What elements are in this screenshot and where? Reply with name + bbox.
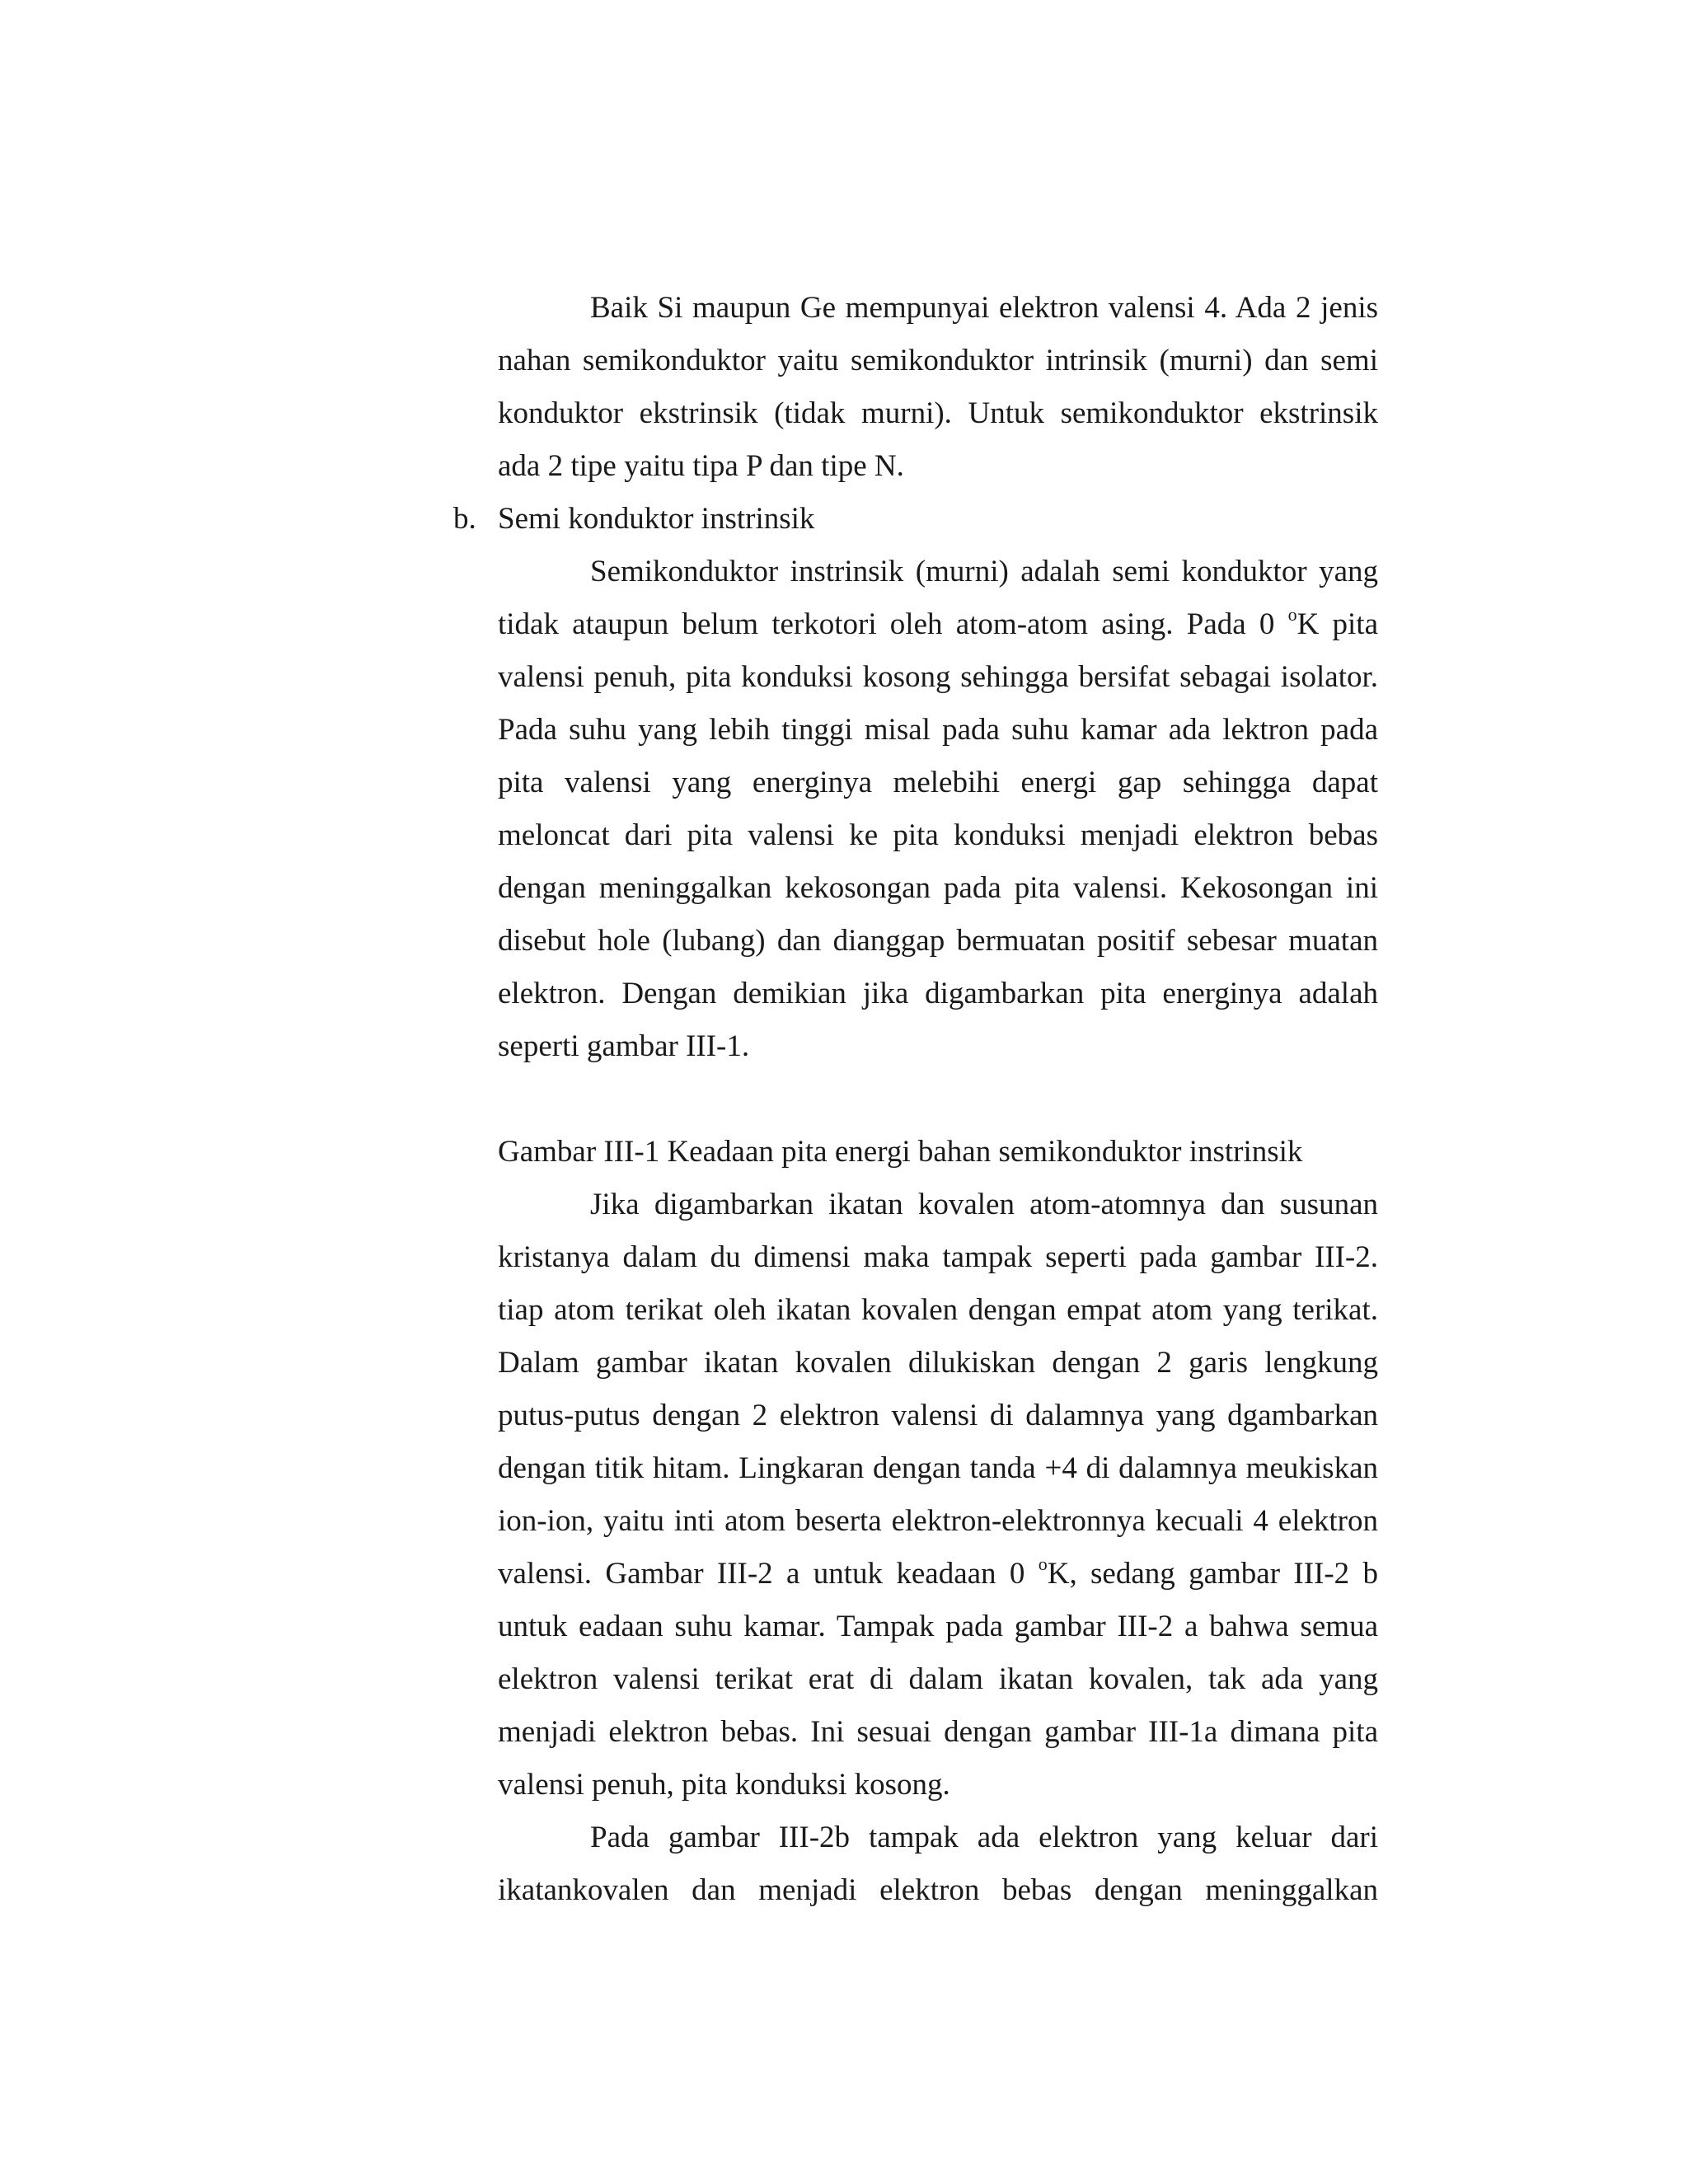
paragraph-line: ada 2 tipe yaitu tipa P dan tipe N. — [498, 449, 904, 483]
paragraph-line: elektron. Dengan demikian jika digambarkan pita energinya adalah — [498, 977, 1378, 1010]
paragraph-line: Pada suhu yang lebih tinggi misal pada suhu kamar ada lektron pada — [498, 713, 1378, 747]
paragraph-line: menjadi elektron bebas. Ini sesuai dengan gambar III-1a dimana pita — [498, 1715, 1378, 1749]
paragraph-line: kristanya dalam du dimensi maka tampak seperti pada gambar III-2. — [498, 1240, 1378, 1274]
paragraph-line: valensi penuh, pita konduksi kosong sehingga bersifat sebagai isolator. — [498, 660, 1378, 694]
paragraph-line: ikatankovalen dan menjadi elektron bebas dengan meninggalkan — [498, 1873, 1378, 1907]
paragraph-line: Jika digambarkan ikatan kovalen atom-atomnya dan susunan — [590, 1188, 1378, 1221]
degree-superscript: o — [1038, 1554, 1048, 1574]
paragraph-line: konduktor ekstrinsik (tidak murni). Untuk semikonduktor ekstrinsik — [498, 396, 1378, 430]
paragraph-line: dengan meninggalkan kekosongan pada pita valensi. Kekosongan ini — [498, 871, 1378, 905]
paragraph-line: elektron valensi terikat erat di dalam ikatan kovalen, tak ada yang — [498, 1662, 1378, 1696]
paragraph-line: nahan semikonduktor yaitu semikonduktor intrinsik (murni) dan semi — [498, 344, 1378, 377]
paragraph-line: dengan titik hitam. Lingkaran dengan tanda +4 di dalamnya meukiskan — [498, 1451, 1378, 1485]
section-marker: b. — [453, 502, 476, 536]
paragraph-line: meloncat dari pita valensi ke pita konduksi menjadi elektron bebas — [498, 818, 1378, 852]
degree-superscript: o — [1287, 604, 1297, 625]
paragraph-line: Baik Si maupun Ge mempunyai elektron valensi 4. Ada 2 jenis — [590, 291, 1378, 325]
paragraph-line: seperti gambar III-1. — [498, 1029, 750, 1063]
figure-caption: Gambar III-1 Keadaan pita energi bahan semikonduktor instrinsik — [498, 1135, 1303, 1169]
text-segment: K, sedang gambar III-2 b — [1047, 1557, 1378, 1591]
paragraph-line: tiap atom terikat oleh ikatan kovalen dengan empat atom yang terikat. — [498, 1293, 1378, 1327]
paragraph-line — [498, 1556, 1378, 1592]
paragraph-line: Pada gambar III-2b tampak ada elektron yang keluar dari — [590, 1821, 1378, 1854]
text-segment: tidak ataupun belum terkotori oleh atom-atom asing. Pada 0 — [498, 607, 1288, 641]
paragraph-line: Semikonduktor instrinsik (murni) adalah semi konduktor yang — [590, 555, 1378, 588]
paragraph-line: disebut hole (lubang) dan dianggap bermuatan positif sebesar muatan — [498, 924, 1378, 958]
paragraph-line: pita valensi yang energinya melebihi energi gap sehingga dapat — [498, 766, 1378, 799]
paragraph-line: untuk eadaan suhu kamar. Tampak pada gambar III-2 a bahwa semua — [498, 1610, 1378, 1643]
text-segment: K pita — [1296, 607, 1378, 641]
paragraph-line: valensi penuh, pita konduksi kosong. — [498, 1768, 950, 1802]
section-heading: Semi konduktor instrinsik — [498, 502, 815, 536]
paragraph-line: putus-putus dengan 2 elektron valensi di dalamnya yang dgambarkan — [498, 1399, 1378, 1432]
paragraph-line: ion-ion, yaitu inti atom beserta elektron-elektronnya kecuali 4 elektron — [498, 1504, 1378, 1538]
paragraph-line — [498, 604, 1378, 643]
paragraph-line: Dalam gambar ikatan kovalen dilukiskan dengan 2 garis lengkung — [498, 1346, 1378, 1380]
text-segment: valensi. Gambar III-2 a untuk keadaan 0 — [498, 1557, 1039, 1591]
